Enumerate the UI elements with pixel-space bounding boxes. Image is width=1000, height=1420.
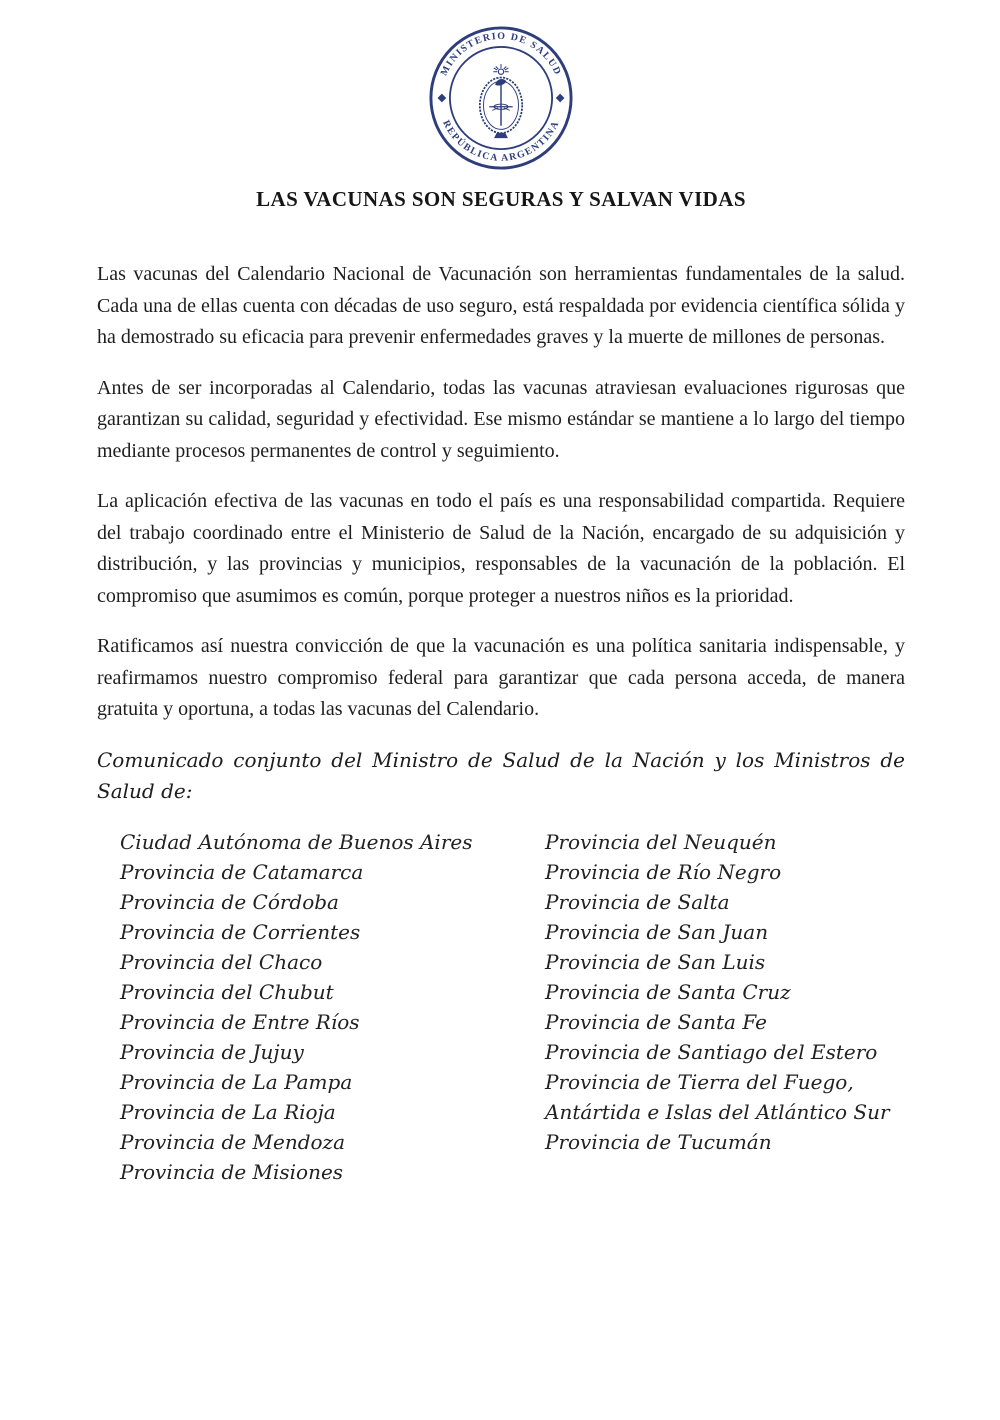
seal-bottom-text: REPÚBLICA ARGENTINA xyxy=(440,118,562,164)
paragraph-federal-commitment: Ratificamos así nuestra convicción de que la vacunación es una política sanitaria indispensable, y reafirmamos nuestro compromiso federal para garantizar que cada persona acceda, de manera gratuita y oportuna, a todas las vacunas del Calendario. xyxy=(97,635,905,720)
province-item: Provincia de Catamarca xyxy=(120,859,364,884)
province-item: Provincia de Mendoza xyxy=(120,1129,346,1154)
paragraph-rigorous-evaluations: Antes de ser incorporadas al Calendario, todas las vacunas atraviesan evaluaciones rigurosas que garantizan su calidad, seguridad y efectividad. Ese mismo estándar se mantiene a lo largo del tiempo mediante procesos permanentes de control y seguimiento. xyxy=(97,376,905,462)
province-item: Provincia de Santa Cruz xyxy=(545,979,791,1004)
province-item: Provincia del Chubut xyxy=(120,979,334,1004)
province-item: Ciudad Autónoma de Buenos Aires xyxy=(120,829,473,854)
province-item: Provincia de Córdoba xyxy=(120,889,339,914)
province-item: Provincia de Salta xyxy=(545,889,730,914)
ministry-of-health-seal-icon xyxy=(428,25,574,171)
province-item: Provincia de La Pampa xyxy=(120,1069,353,1094)
province-item: Provincia de San Luis xyxy=(545,949,766,974)
coat-of-arms-icon xyxy=(480,64,522,138)
page-title: LAS VACUNAS SON SEGURAS Y SALVAN VIDAS xyxy=(256,187,746,211)
province-item: Provincia del Neuquén xyxy=(545,829,777,854)
communique-intro: Comunicado conjunto del Ministro de Salud de la Nación y los Ministros de Salud de: xyxy=(97,747,905,803)
paragraph-shared-responsibility: La aplicación efectiva de las vacunas en todo el país es una responsabilidad compartida. Requiere del trabajo coordinado entre el Ministerio de Salud de la Nación, encargado de su adquisición y distribución, y las provincias y municipios, responsables de la vacunación de la población. El compromiso que asumimos es común, porque proteger a nuestros niños es la prioridad. xyxy=(97,490,905,607)
province-item: Provincia de Santa Fe xyxy=(545,1009,767,1034)
province-item: Provincia de Tierra del Fuego, Antártida e Islas del Atlántico Sur xyxy=(545,1069,890,1124)
province-item: Provincia de Santiago del Estero xyxy=(545,1039,878,1064)
province-item: Provincia de Jujuy xyxy=(120,1039,304,1064)
province-item: Provincia de San Juan xyxy=(545,919,769,944)
paragraph-vaccines-tools: Las vacunas del Calendario Nacional de Vacunación son herramientas fundamentales de la salud. Cada una de ellas cuenta con décadas de uso seguro, está respaldada por evidencia científica sólida y ha demostrado su eficacia para prevenir enfermedades graves y la muerte de millones de personas. xyxy=(97,263,905,348)
province-list xyxy=(97,827,905,1187)
province-item: Provincia de Entre Ríos xyxy=(120,1009,360,1034)
seal-top-text: MINISTERIO DE SALUD xyxy=(438,30,564,78)
province-item: Provincia del Chaco xyxy=(120,949,323,974)
province-item: Provincia de Misiones xyxy=(120,1159,344,1184)
province-column-left xyxy=(120,827,545,1187)
document-body xyxy=(97,259,905,808)
province-item: Provincia de Tucumán xyxy=(545,1129,772,1154)
province-item: Provincia de La Rioja xyxy=(120,1099,336,1124)
province-column-right xyxy=(545,827,905,1187)
province-item: Provincia de Río Negro xyxy=(545,859,782,884)
province-item: Provincia de Corrientes xyxy=(120,919,361,944)
